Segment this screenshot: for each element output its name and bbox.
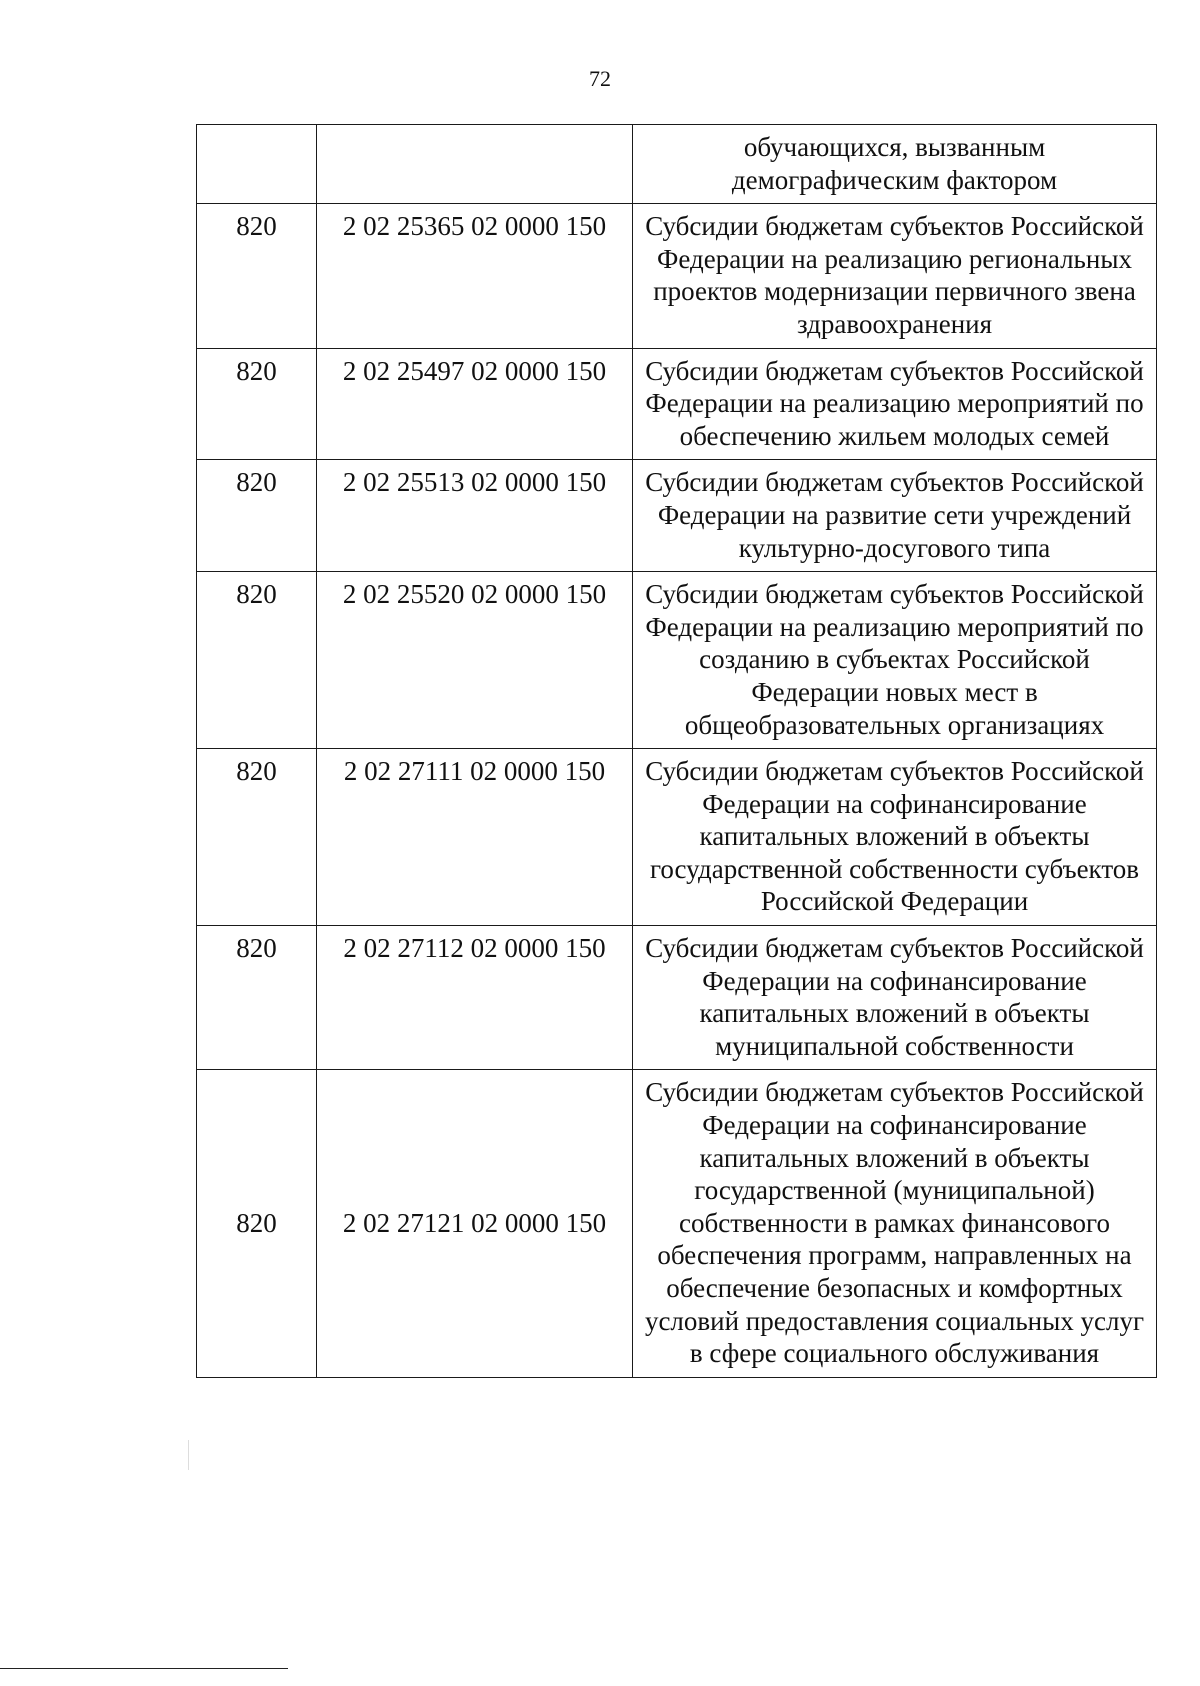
admin-code-cell: 820 <box>197 749 317 926</box>
admin-code-cell <box>197 125 317 204</box>
scan-artifact <box>188 1440 189 1470</box>
table-row <box>197 1070 1157 1377</box>
description-cell: Субсидии бюджетам субъектов Российской Федерации на софинансирование капитальных вложений в объекты муниципальной собственности <box>633 926 1157 1070</box>
budget-code-cell: 2 02 25497 02 0000 150 <box>317 348 633 460</box>
description-cell: Субсидии бюджетам субъектов Российской Федерации на софинансирование капитальных вложений в объекты государственной собственности субъектов Российской Федерации <box>633 749 1157 926</box>
table-row <box>197 204 1157 348</box>
description-cell: Субсидии бюджетам субъектов Российской Федерации на развитие сети учреждений культурно-досугового типа <box>633 460 1157 572</box>
admin-code-cell: 820 <box>197 204 317 348</box>
table-row <box>197 572 1157 749</box>
budget-code-cell: 2 02 27111 02 0000 150 <box>317 749 633 926</box>
admin-code-cell: 820 <box>197 572 317 749</box>
description-cell: Субсидии бюджетам субъектов Российской Федерации на реализацию мероприятий по созданию в субъектах Российской Федерации новых мест в общеобразовательных организациях <box>633 572 1157 749</box>
table-row <box>197 926 1157 1070</box>
budget-code-cell: 2 02 25365 02 0000 150 <box>317 204 633 348</box>
table-row <box>197 348 1157 460</box>
admin-code-cell: 820 <box>197 1070 317 1377</box>
budget-code-cell: 2 02 25513 02 0000 150 <box>317 460 633 572</box>
budget-code-cell: 2 02 27121 02 0000 150 <box>317 1070 633 1377</box>
table-row <box>197 749 1157 926</box>
table-row <box>197 125 1157 204</box>
budget-codes-table <box>196 124 1157 1378</box>
budget-code-cell <box>317 125 633 204</box>
admin-code-cell: 820 <box>197 460 317 572</box>
footnote-separator <box>0 1668 288 1669</box>
description-cell: Субсидии бюджетам субъектов Российской Федерации на софинансирование капитальных вложений в объекты государственной (муниципальной) собственности в рамках финансового обеспечения программ, направленных на обеспечение безопасных и комфортных условий предоставления социальных услуг в сфере социального обслуживания <box>633 1070 1157 1377</box>
admin-code-cell: 820 <box>197 926 317 1070</box>
admin-code-cell: 820 <box>197 348 317 460</box>
description-cell: обучающихся, вызванным демографическим фактором <box>633 125 1157 204</box>
budget-code-cell: 2 02 25520 02 0000 150 <box>317 572 633 749</box>
description-cell: Субсидии бюджетам субъектов Российской Федерации на реализацию региональных проектов модернизации первичного звена здравоохранения <box>633 204 1157 348</box>
table-row <box>197 460 1157 572</box>
budget-code-cell: 2 02 27112 02 0000 150 <box>317 926 633 1070</box>
page-number: 72 <box>589 66 611 91</box>
description-cell: Субсидии бюджетам субъектов Российской Федерации на реализацию мероприятий по обеспечению жильем молодых семей <box>633 348 1157 460</box>
